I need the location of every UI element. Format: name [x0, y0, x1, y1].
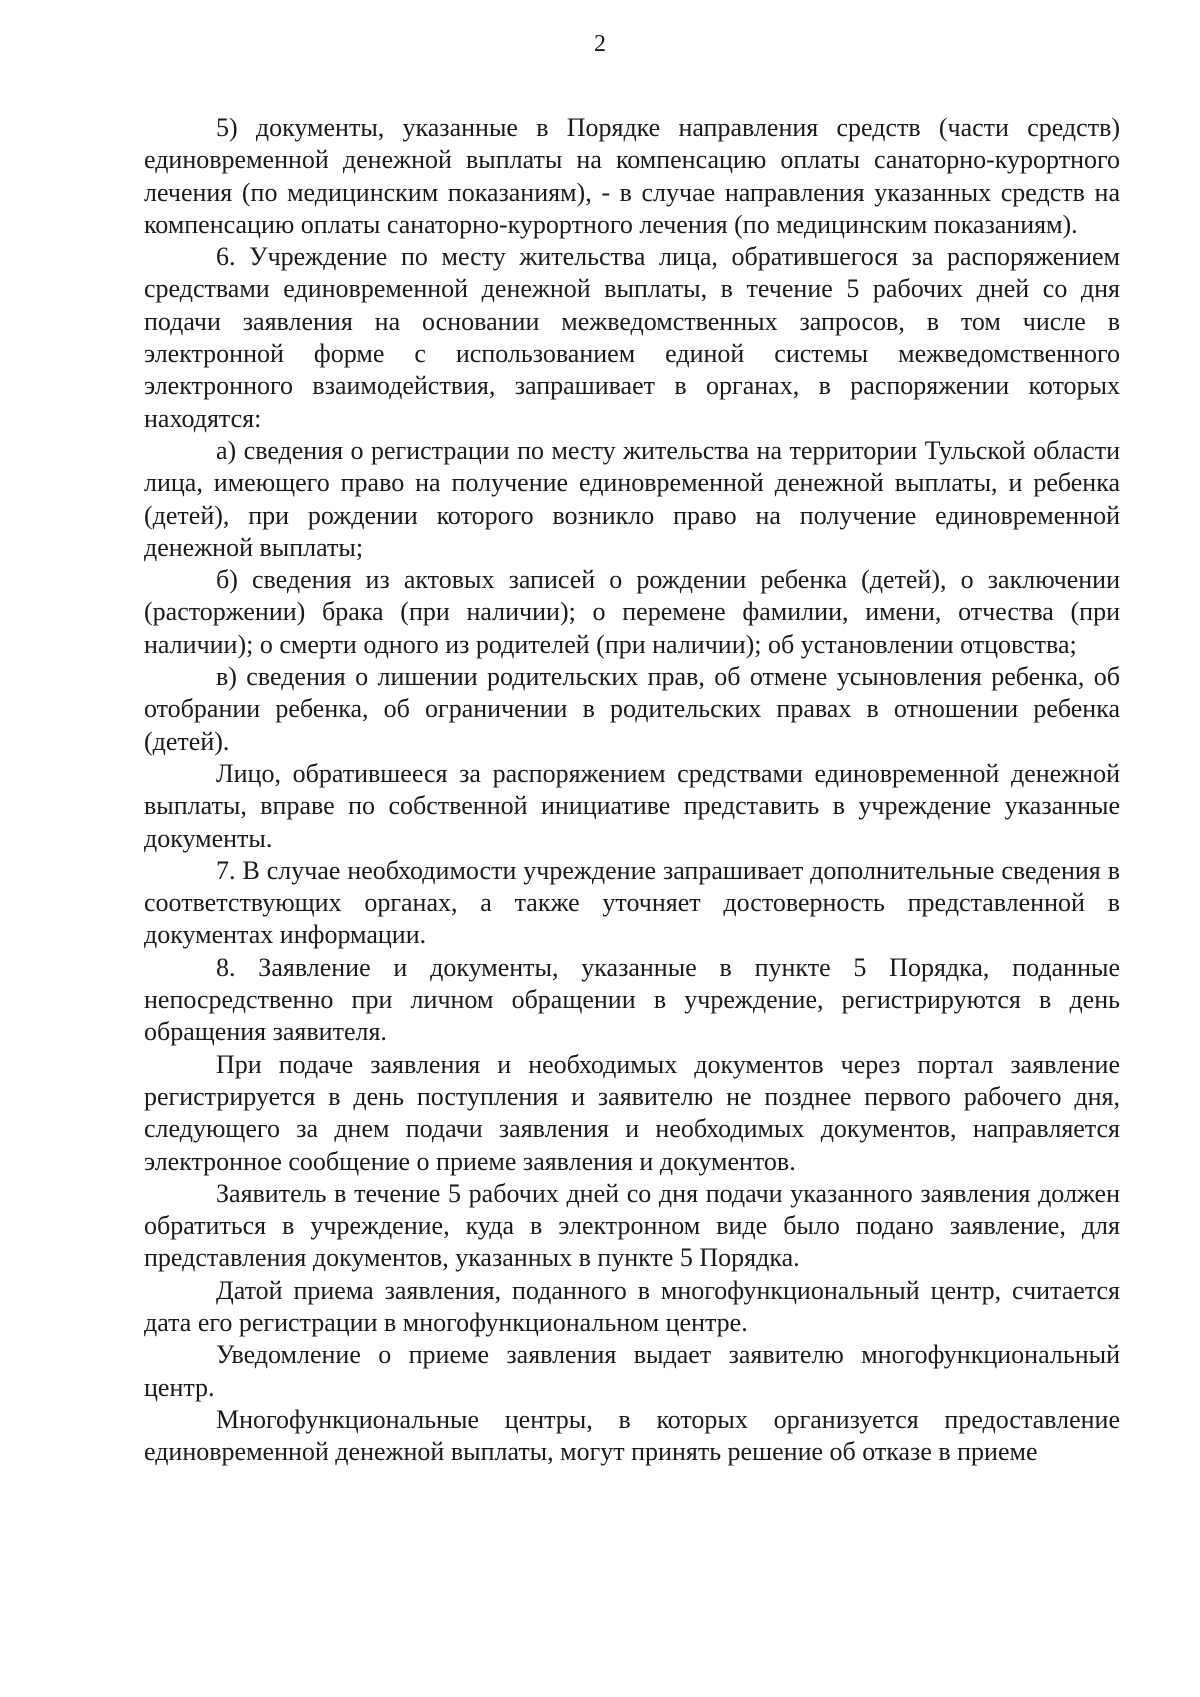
paragraph-subitem-v: в) сведения о лишении родительских прав, об отмене усыновления ребенка, об отобрании ребенка, об ограничении в родительских правах в отношении ребенка (детей). [144, 662, 1120, 756]
paragraph-portal-submission: При подаче заявления и необходимых документов через портал заявление регистрируется в день поступления и заявителю не позднее первого рабочего дня, следующего за днем подачи заявления и необходимых документов, направляется электронное сообщение о приеме заявления и документов. [144, 1049, 1120, 1176]
paragraph-clause-8: 8. Заявление и документы, указанные в пункте 5 Порядка, поданные непосредственно при личном обращении в учреждение, регистрируются в день обращения заявителя. [144, 952, 1120, 1047]
paragraph-mfc-refusal: Многофункциональные центры, в которых организуется предоставление единовременной денежной выплаты, могут принять решение об отказе в приеме [144, 1404, 1120, 1467]
document-body [144, 112, 1120, 1468]
paragraph-applicant-deadline: Заявитель в течение 5 рабочих дней со дня подачи указанного заявления должен обратиться в учреждение, куда в электронном виде было подано заявление, для представления документов, указанных в пункте 5 Порядка. [144, 1178, 1120, 1273]
paragraph-clause-7: 7. В случае необходимости учреждение запрашивает дополнительные сведения в соответствующих органах, а также уточняет достоверность представленной в документах информации. [144, 855, 1120, 950]
paragraph-mfc-notice: Уведомление о приеме заявления выдает заявителю многофункциональный центр. [144, 1340, 1120, 1402]
paragraph-subitem-b: б) сведения из актовых записей о рождении ребенка (детей), о заключении (расторжении) брака (при наличии); о перемене фамилии, имени, отчества (при наличии); о смерти одного из родителей (при наличии); об установлении отцовства; [144, 565, 1120, 659]
paragraph-applicant-right: Лицо, обратившееся за распоряжением средствами единовременной денежной выплаты, вправе по собственной инициативе представить в учреждение указанные документы. [144, 758, 1120, 853]
paragraph-item-5: 5) документы, указанные в Порядке направления средств (части средств) единовременной денежной выплаты на компенсацию оплаты санаторно-курортного лечения (по медицинским показаниям), - в случае направления указанных средств на компенсацию оплаты санаторно-курортного лечения (по медицинским показаниям). [144, 113, 1120, 239]
page-number: 2 [594, 31, 606, 57]
paragraph-mfc-date: Датой приема заявления, поданного в многофункциональный центр, считается дата его регистрации в многофункциональном центре. [144, 1275, 1120, 1337]
paragraph-subitem-a: а) сведения о регистрации по месту жительства на территории Тульской области лица, имеющего право на получение единовременной денежной выплаты, и ребенка (детей), при рождении которого возникло право на получение единовременной денежной выплаты; [144, 435, 1120, 562]
paragraph-clause-6: 6. Учреждение по месту жительства лица, обратившегося за распоряжением средствами единовременной денежной выплаты, в течение 5 рабочих дней со дня подачи заявления на основании межведомственных запросов, в том числе в электронной форме с использованием единой системы межведомственного электронного взаимодействия, запрашивает в органах, в распоряжении которых находятся: [144, 242, 1120, 433]
